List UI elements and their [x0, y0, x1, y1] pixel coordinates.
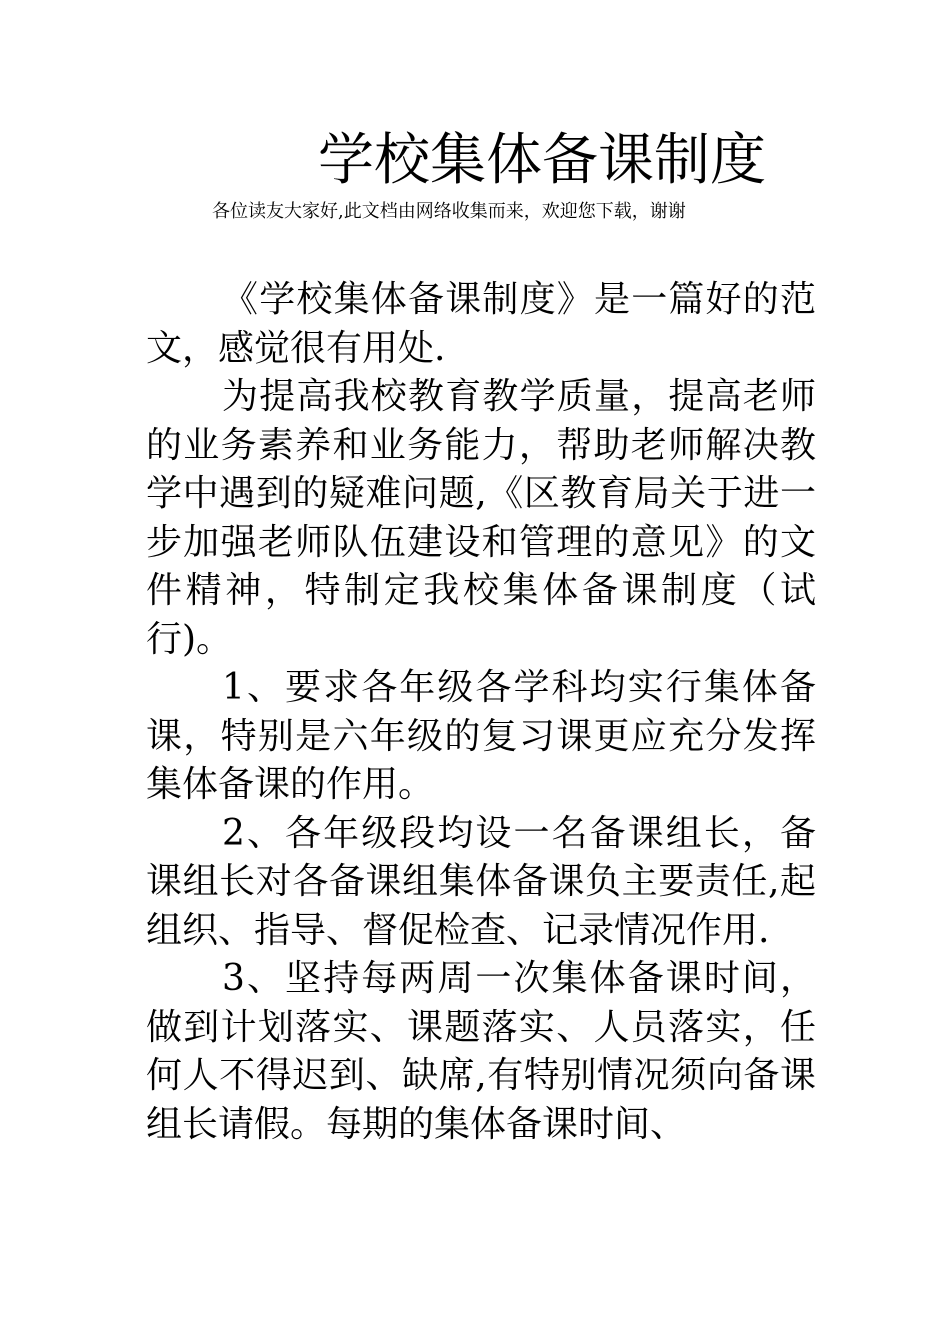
paragraph-rule-3: 3、坚持每两周一次集体备课时间，做到计划落实、课题落实、人员落实，任何人不得迟到、缺席,有特别情况须向备课组长请假。每期的集体备课时间、 — [146, 958, 816, 1145]
paragraph-rule-2: 2、各年级段均设一名备课组长，备课组长对各备课组集体备课负主要责任,起组织、指导、督促检查、记录情况作用. — [146, 812, 816, 951]
paragraph-rule-1: 1、要求各年级各学科均实行集体备课，特别是六年级的复习课更应充分发挥集体备课的作用。 — [146, 667, 816, 805]
paragraph-purpose: 为提高我校教育教学质量，提高老师的业务素养和业务能力，帮助老师解决教学中遇到的疑难问题,《区教育局关于进一步加强老师队伍建设和管理的意见》的文件精神，特制定我校集体备课制度（试行)。 — [146, 376, 816, 660]
document-subtitle: 各位读友大家好,此文档由网络收集而来，欢迎您下载，谢谢 — [212, 201, 686, 222]
document-body — [146, 276, 816, 1149]
document-title: 学校集体备课制度 — [318, 128, 766, 193]
paragraph-intro: 《学校集体备课制度》是一篇好的范文，感觉很有用处. — [146, 279, 816, 369]
